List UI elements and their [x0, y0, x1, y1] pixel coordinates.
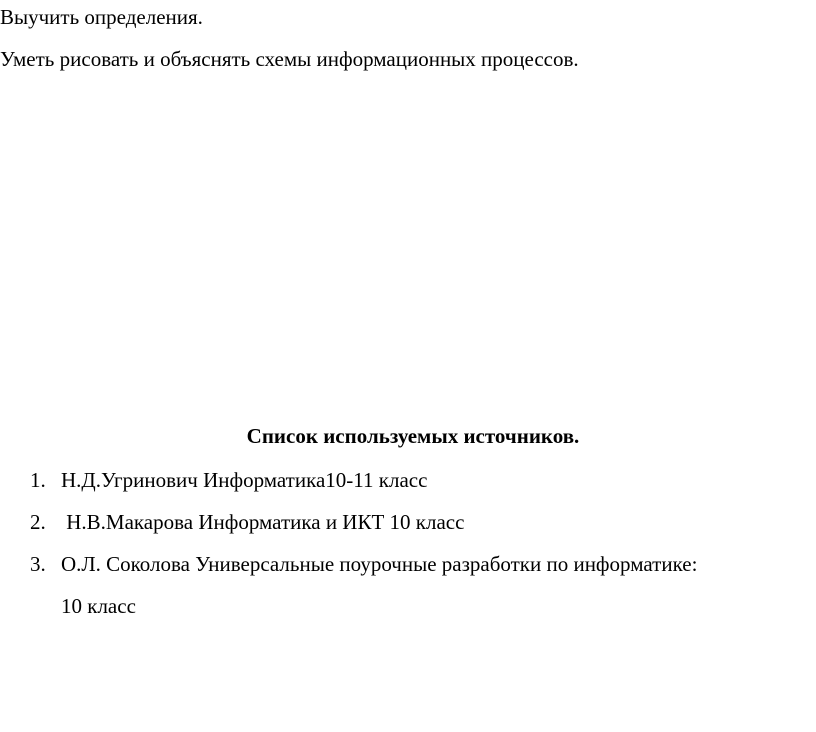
- source-item-2: [30, 510, 464, 535]
- source-item-3-continuation: 10 класс: [61, 594, 136, 618]
- sources-heading: Список используемых источников.: [246, 424, 580, 448]
- source-item-3: [30, 552, 697, 577]
- source-text: О.Л. Соколова Универсальные поурочные разработки по информатике:: [61, 552, 698, 576]
- source-number: 2.: [30, 510, 46, 534]
- source-text: Н.Д.Угринович Информатика10-11 класс: [61, 468, 428, 492]
- instruction-line-1: Выучить определения.: [0, 5, 203, 29]
- source-text: Н.В.Макарова Информатика и ИКТ 10 класс: [61, 510, 465, 534]
- instruction-line-2: Уметь рисовать и объяснять схемы информационных процессов.: [0, 47, 579, 71]
- source-number: 3.: [30, 552, 46, 576]
- source-item-1: [30, 468, 427, 493]
- source-number: 1.: [30, 468, 46, 492]
